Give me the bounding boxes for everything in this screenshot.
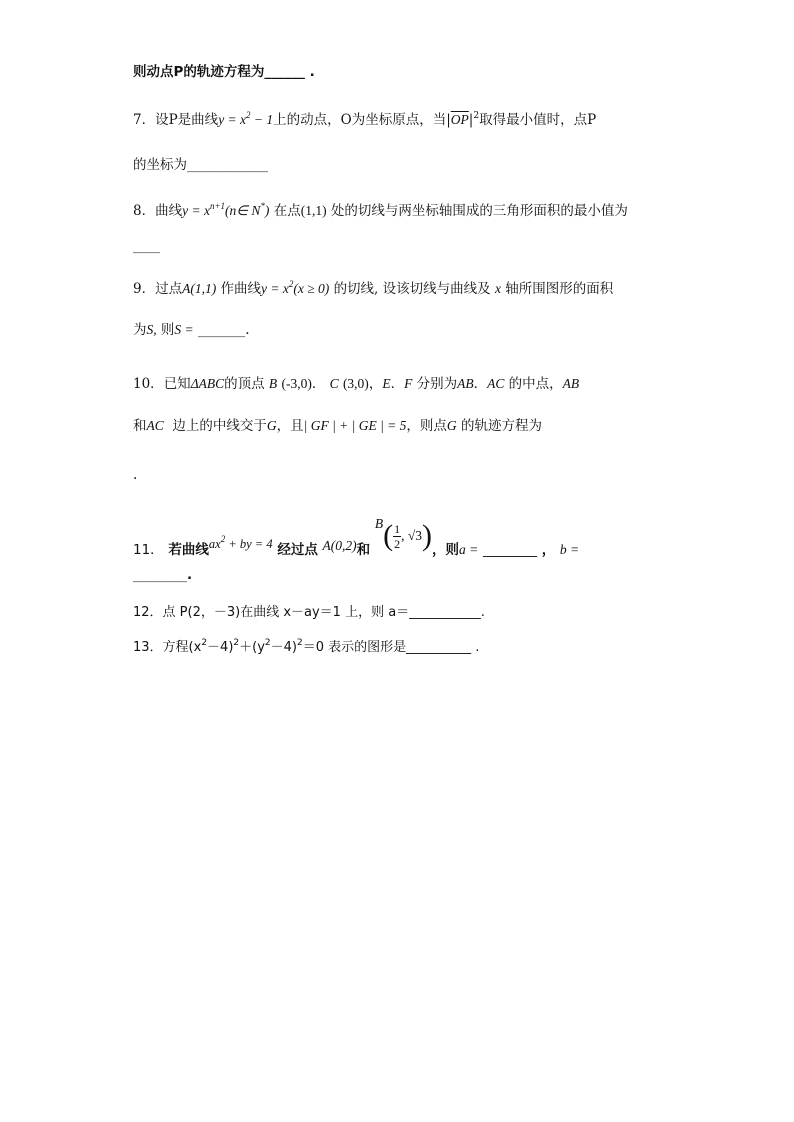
math-point: (-3,0): [281, 376, 312, 391]
math-var: a =: [459, 542, 479, 557]
intro-blank: ______: [264, 64, 305, 80]
question-7: [133, 110, 596, 130]
question-text: 边上的中线交于: [172, 418, 267, 434]
answer-blank: _______: [197, 322, 246, 338]
math-var: S,: [146, 322, 157, 337]
answer-blank: ________: [482, 542, 537, 558]
answer-blank: ____: [133, 238, 160, 254]
math-condition: | GF | + | GE | = 5: [303, 418, 407, 433]
question-text: ，且: [276, 418, 304, 434]
question-text: 的切线, 设该切线与曲线及: [333, 281, 491, 297]
math-var: AB: [562, 376, 580, 391]
question-text: 分别为: [416, 376, 458, 392]
question-text: 处的切线与两坐标轴围成的三角形面积的最小值为: [330, 203, 628, 219]
math-var: F: [404, 376, 413, 391]
question-text: 在点: [273, 203, 301, 219]
period: .: [187, 567, 193, 583]
question-number: 7．: [133, 112, 156, 128]
question-text: ，则: [432, 542, 460, 558]
abs-bar: |: [468, 112, 474, 128]
math-var: G: [266, 418, 277, 433]
question-11: [133, 516, 580, 565]
question-text: 曲线: [155, 203, 183, 219]
question-13: 13．方程$(x^2-4)^2+(y^2-4)^2=0$ 表示的图形是__________ .: [133, 638, 480, 655]
question-text: 过点: [155, 281, 183, 297]
period: .: [475, 640, 480, 655]
math-var: AC: [146, 418, 164, 433]
question-text: 取得最小值时，点P: [479, 112, 597, 128]
question-text: 若曲线: [168, 542, 209, 558]
math-point: A(0,2): [322, 538, 357, 553]
answer-blank: .: [133, 467, 138, 483]
math-point: (1,1): [300, 203, 327, 218]
separator: ．: [311, 376, 326, 392]
exponent: 2: [473, 111, 480, 121]
math-expr: $ax^2$ + by = 4: [208, 534, 273, 551]
question-text: 则: [160, 322, 175, 338]
question-10: [133, 374, 579, 394]
answer-blank: ________: [133, 567, 187, 583]
intro-text: 则动点P的轨迹方程为: [133, 64, 265, 80]
question-number: 10．: [133, 376, 164, 392]
math-var: b =: [559, 542, 580, 557]
math-expr: $y = x^2 - 1$: [218, 110, 274, 127]
question-number: 8．: [133, 203, 156, 219]
math-var: B: [268, 376, 278, 391]
math-point-b: B( $\frac{1}{2}$ , √3): [374, 516, 433, 552]
answer-blank: ___________: [409, 605, 481, 620]
question-text: 的轨迹方程为: [460, 418, 542, 434]
question-10-line-3: [133, 465, 137, 485]
math-var: x: [494, 281, 501, 296]
math-expr: $y = x^{n+1}(n\in$ N*): [182, 201, 270, 218]
question-text: 已知: [163, 376, 191, 392]
question-text: 的坐标为: [133, 157, 187, 173]
vector-op: $\overline{OP}$: [450, 112, 469, 127]
math-point: (3,0): [342, 376, 369, 391]
question-7-line-2: [133, 155, 268, 175]
separator: ，: [541, 542, 556, 558]
question-number: 11．: [133, 542, 164, 558]
separator: ．: [390, 376, 405, 392]
question-9: [133, 279, 613, 299]
question-text: 和: [133, 418, 147, 434]
separator: ，: [368, 376, 383, 392]
question-text: ，则点: [406, 418, 447, 434]
math-var: G: [446, 418, 457, 433]
question-text: 轴所围图形的面积: [505, 281, 614, 297]
math-var: C: [329, 376, 339, 391]
question-9-line-2: [133, 320, 250, 340]
question-text: 的中点，: [508, 376, 563, 392]
math-var: S =: [174, 322, 194, 337]
separator: ．: [473, 376, 488, 392]
question-text: 上的动点，O为坐标原点，当|: [273, 112, 451, 128]
math-point: A(1,1): [182, 281, 217, 296]
question-number: 9．: [133, 281, 156, 297]
math-expr: $y = x^2(x \ge 0)$: [261, 279, 330, 296]
period: .: [480, 605, 485, 620]
question-10-line-2: [133, 416, 542, 436]
answer-blank: ____________: [187, 157, 268, 173]
question-text: 为: [133, 322, 147, 338]
question-text: 13．方程(x: [133, 640, 202, 655]
period: .: [245, 322, 250, 338]
question-text: 12．点 P(2，－3)在曲线 x－ay＝1 上，则 a＝: [133, 605, 410, 620]
answer-blank: __________: [406, 640, 472, 655]
question-text: 作曲线: [220, 281, 262, 297]
question-text: 经过点: [277, 542, 318, 558]
question-text: 和: [356, 542, 371, 558]
math-var: E: [382, 376, 391, 391]
question-12: [133, 603, 485, 623]
question-text: ＝0 表示的图形是: [302, 640, 407, 655]
question-text: 设P是曲线: [155, 112, 219, 128]
question-11-line-2: [133, 565, 192, 585]
question-text: 的顶点: [224, 376, 265, 392]
math-var: AC: [487, 376, 505, 391]
question-8-line-2: [133, 236, 160, 256]
math-var: AB: [457, 376, 474, 391]
question-8: [133, 201, 628, 221]
math-triangle: ΔABC: [190, 376, 225, 391]
intro-line: [133, 62, 315, 82]
intro-end: .: [309, 64, 315, 80]
